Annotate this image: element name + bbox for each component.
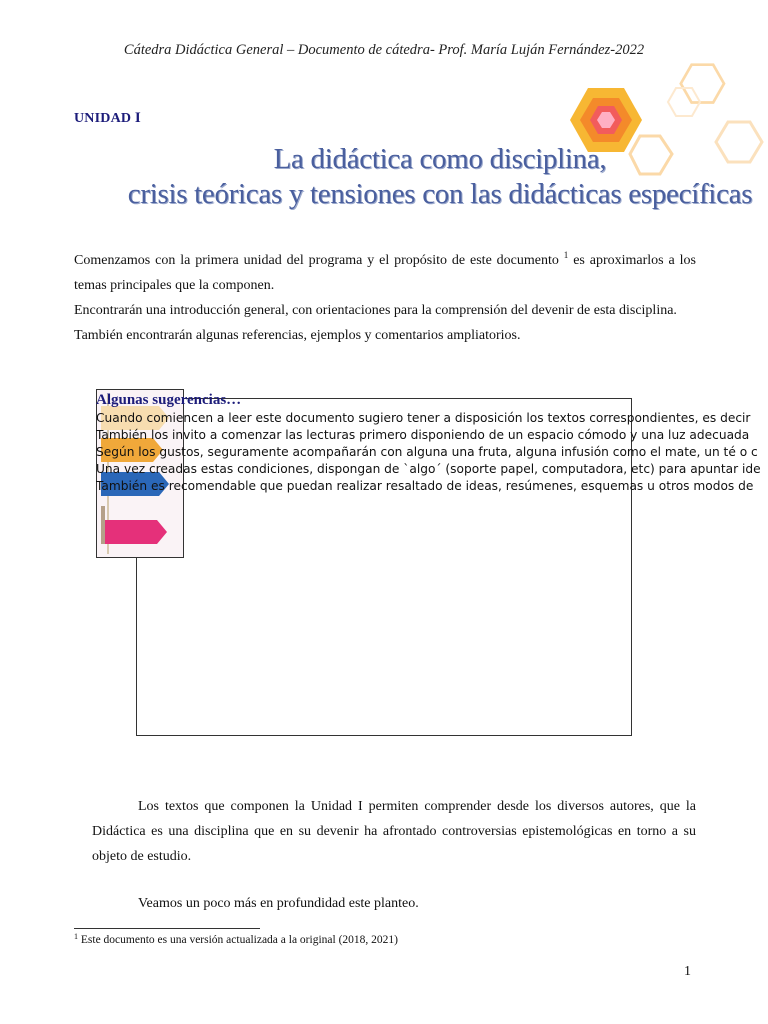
intro-paragraph-2: Encontrarán una introducción general, con orientaciones para la comprensión del devenir de esta disciplina. (74, 303, 677, 318)
unit-heading (74, 110, 141, 127)
suggestion-line: Cuando comiencen a leer este documento sugiero tener a disposición los textos correspondientes, es decir (96, 411, 751, 425)
footnote-number: 1 (74, 932, 78, 941)
suggestion-line: También es recomendable que puedan realizar resaltado de ideas, resúmenes, esquemas u otros modos de (96, 479, 754, 493)
unit-number: I (134, 110, 141, 126)
footnote-ref[interactable]: 1 (563, 250, 569, 260)
footnote-text: Este documento es una versión actualizada a la original (2018, 2021) (78, 934, 398, 946)
intro-section (74, 243, 696, 348)
unit-label: UNIDAD (74, 111, 132, 126)
suggestion-line: Una vez creadas estas condiciones, dispongan de ˋalgoˊ (soporte papel, computadora, etc) para apuntar ide (96, 462, 761, 476)
document-title (120, 142, 760, 212)
title-line-1: La didáctica como disciplina, (273, 143, 607, 175)
body-paragraph-1: Los textos que componen la Unidad I permiten comprender desde los diversos autores, que la Didáctica es una disciplina que en su devenir ha afrontado controversias epistemológicas en torno a su objeto de estudio. (92, 799, 696, 864)
page-number: 1 (684, 964, 691, 979)
suggestions-title: Algunas sugerencias… (96, 392, 242, 408)
page-header: Cátedra Didáctica General – Documento de cátedra- Prof. María Luján Fernández-2022 (123, 42, 645, 58)
intro-paragraph-1: Comenzamos con la primera unidad del programa y el propósito de este documento $^1$ es aproximarlos a los temas principales que la componen. (74, 250, 696, 293)
suggestion-line: También los invito a comenzar las lecturas primero disponiendo de un espacio cómodo y una luz adecuada (96, 428, 750, 442)
footnote (74, 932, 398, 946)
suggestions-list (96, 410, 768, 495)
body-paragraph-2: Veamos un poco más en profundidad este planteo. (138, 896, 419, 911)
intro-paragraph-3: También encontrarán algunas referencias, ejemplos y comentarios ampliatorios. (74, 328, 521, 343)
body-section (92, 794, 696, 869)
title-line-2: crisis teóricas y tensiones con las didácticas específicas (127, 178, 753, 210)
suggestion-line: Según los gustos, seguramente acompañarán con alguna una fruta, alguna infusión como el mate, un té o c (96, 445, 758, 459)
footnote-divider (74, 928, 260, 929)
